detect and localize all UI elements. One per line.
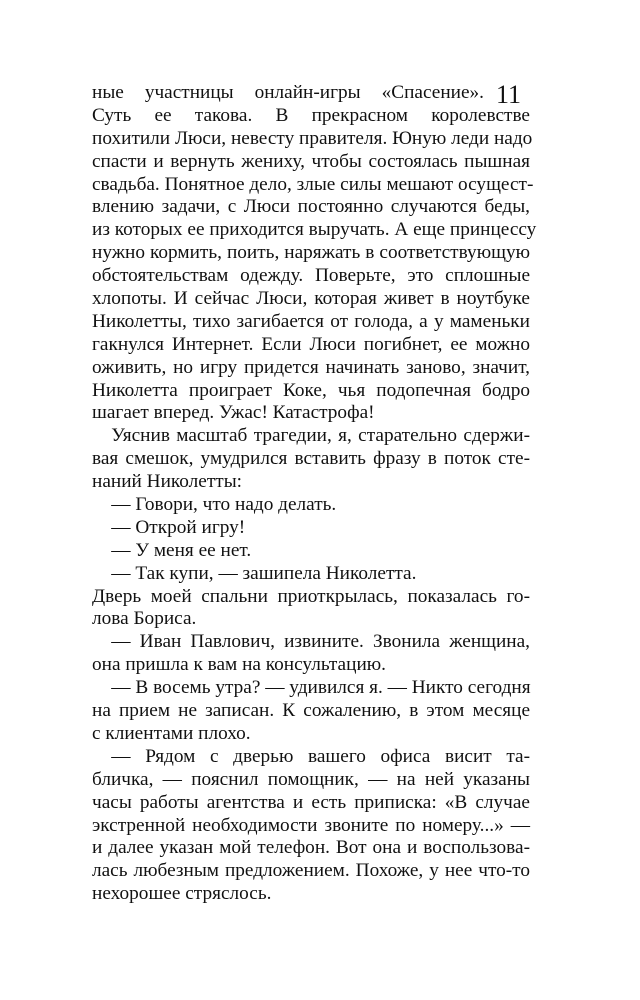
text-line: наний Николетты: (92, 471, 243, 493)
text-line: лась любезным предложением. Похоже, у нее что-то (92, 860, 530, 882)
text-line: и далее указан мой телефон. Вот она и воспользова- (92, 837, 530, 859)
text-line: на прием не записан. К сожалению, в этом месяце (92, 700, 530, 722)
text-line: — Рядом с дверью вашего офиса висит та- (92, 745, 530, 767)
text-line: похитили Люси, невесту правителя. Юную леди надо (92, 127, 533, 149)
text-line: часы работы агентства и есть приписка: «В случае (92, 791, 530, 813)
text-line: Николетта проиграет Коке, чья подопечная бодро (92, 379, 530, 401)
text-line: — Иван Павлович, извините. Звонила женщина, (92, 631, 530, 653)
text-line: ные участницы онлайн-игры «Спасение». (92, 82, 484, 103)
text-line: Уяснив масштаб трагедии, я, старательно сдержи- (92, 425, 530, 447)
text-line: — Так купи, — зашипела Николетта. (92, 562, 417, 584)
text-line: экстренной необходимости звоните по номеру...» — (92, 814, 530, 836)
text-line: — Открой игру! (92, 516, 246, 538)
text-line: из которых ее приходится выручать. А еще принцессу (92, 219, 537, 241)
text-line: Дверь моей спальни приоткрылась, показалась го- (92, 585, 530, 607)
text-line: гакнулся Интернет. Если Люси погибнет, ее можно (92, 333, 530, 355)
text-line: шагает вперед. Ужас! Катастрофа! (92, 402, 375, 424)
text-line: спасти и вернуть жениху, чтобы состоялась пышная (92, 150, 530, 172)
text-line: оживить, но игру придется начинать заново, значит, (92, 356, 530, 378)
text-line: она пришла к вам на консультацию. (92, 654, 386, 676)
text-line: нехорошее стряслось. (92, 883, 272, 905)
text-line: Николетты, тихо загибается от голода, а у маменьки (92, 310, 530, 332)
body-text (92, 82, 537, 906)
text-line: лова Бориса. (92, 608, 197, 630)
text-line: — Говори, что надо делать. (92, 494, 337, 516)
text-line: Суть ее такова. В прекрасном королевстве (92, 104, 530, 126)
page-number: 11 (496, 80, 522, 109)
text-line: хлопоты. И сейчас Люси, которая живет в ноутбуке (92, 288, 530, 310)
text-line: свадьба. Понятное дело, злые силы мешают осущест- (92, 173, 534, 195)
text-line: бличка, — пояснил помощник, — на ней указаны (92, 768, 530, 790)
text-line: нужно кормить, поить, наряжать в соответствующую (92, 242, 530, 264)
text-line: обстоятельствам одежду. Поверьте, это сплошные (92, 265, 530, 287)
text-line: влению задачи, с Люси постоянно случаются беды, (92, 196, 530, 218)
text-line: вая смешок, умудрился вставить фразу в поток сте- (92, 448, 530, 470)
text-line: — У меня ее нет. (92, 539, 252, 561)
text-line: — В восемь утра? — удивился я. — Никто сегодня (92, 677, 531, 699)
text-line: с клиентами плохо. (92, 722, 251, 744)
